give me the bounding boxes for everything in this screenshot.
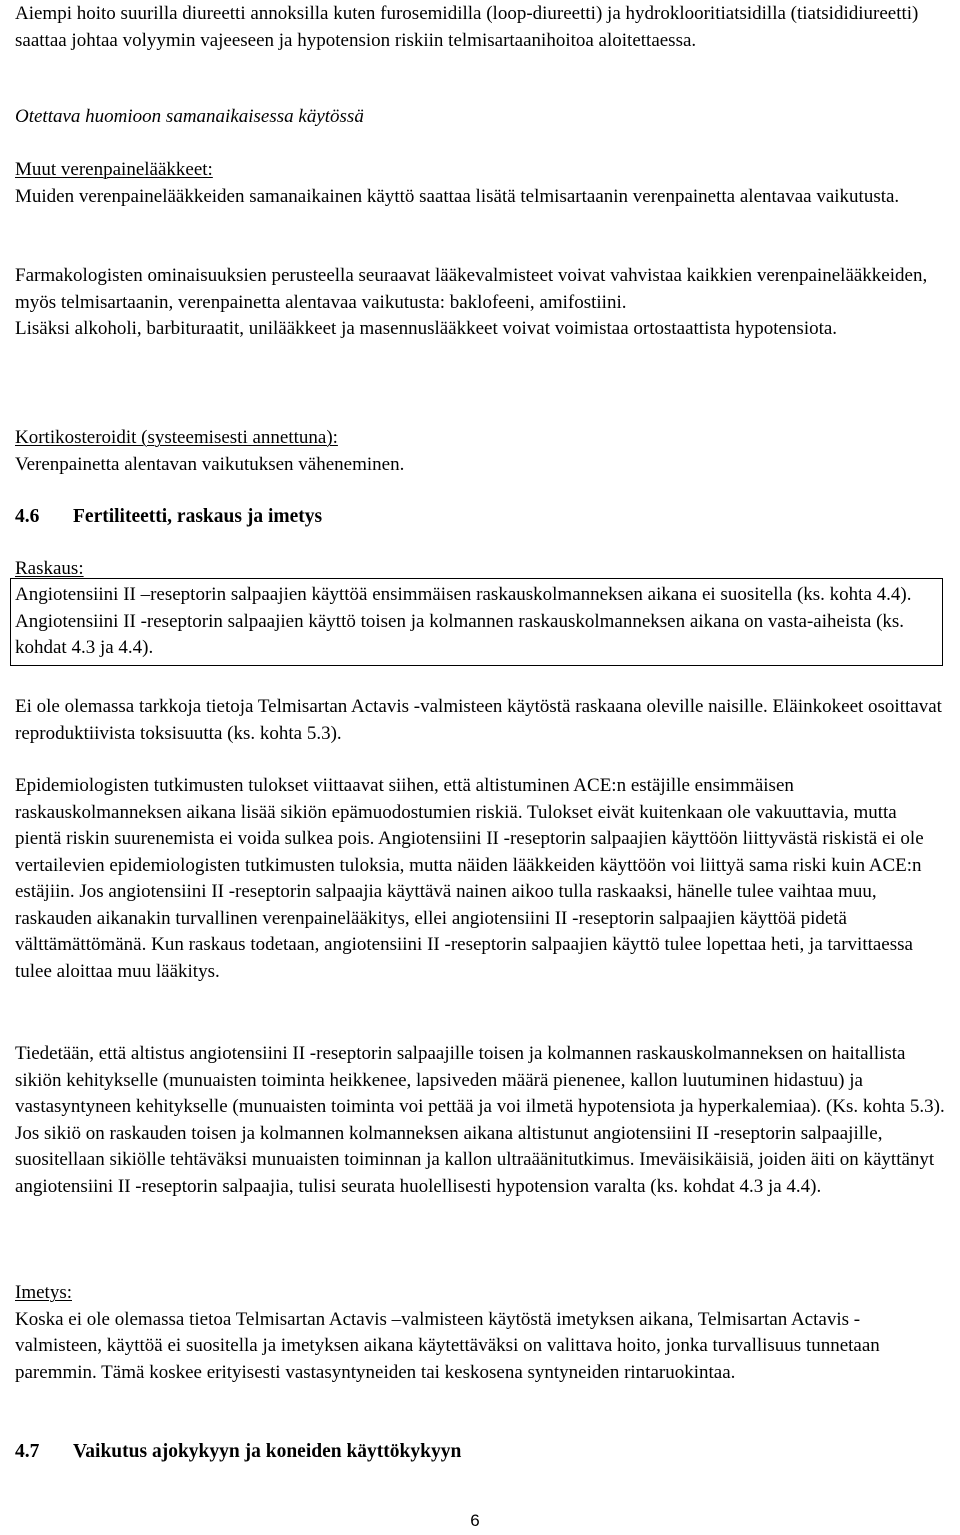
known-exposure-paragraph: Tiedetään, että altistus angiotensiini II -reseptorin salpaajille toisen ja kolmannen raskauskolmanneksen on haitallista sikiön kehitykselle (munuaisten toiminta heikkenee, lapsiveden määrä pienenee, kallon luutuminen hidastuu) ja vastasyntyneen kehitykselle (munuaisten toiminta voi pettää ja voi ilmetä hypotensiota ja hyperkalemiaa). (Ks. kohta 5.3). Jos sikiö on raskauden toisen ja kolmannen kolmanneksen aikana altistunut angiotensiini II -reseptorin salpaajille, suositellaan sikiölle tehtäväksi munuaisten toiminnan ja kallon ultraäänitutkimus. Imeväisikäisiä, joiden äiti on käyttänyt angiotensiini II -reseptorin salpaajia, tulisi seurata huolellisesti hypotension varalta (ks. kohdat 4.3 ja 4.4). — [15, 1043, 945, 1197]
caution-heading: Otettava huomioon samanaikaisessa käytössä — [15, 106, 364, 127]
additionally-paragraph: Lisäksi alkoholi, barbituraatit, unilääkkeet ja masennuslääkkeet voivat voimistaa ortostaattista hypotensiota. — [15, 318, 838, 339]
pharmacology-section — [15, 263, 945, 343]
intro-paragraph: Aiempi hoito suurilla diureetti annoksilla kuten furosemidilla (loop-diureetti) ja hydroklooritiatsidilla (tiatsididiureetti) saattaa johtaa volyymin vajeeseen ja hypotension riskiin telmisartaanihoitoa aloitettaessa. — [15, 3, 919, 51]
section-4-7-title: Vaikutus ajokykyyn ja koneiden käyttökykyyn — [73, 1441, 462, 1462]
section-4-6-heading — [15, 504, 945, 531]
section-4-7-heading — [15, 1439, 945, 1466]
corticosteroids-section — [15, 425, 945, 478]
known-exposure-section — [15, 1041, 945, 1200]
section-4-6-number: 4.6 — [15, 506, 40, 527]
section-4-6-title: Fertiliteetti, raskaus ja imetys — [73, 506, 323, 527]
pregnancy-no-data-section — [15, 694, 945, 747]
epidemiology-section — [15, 773, 945, 985]
pharmacology-paragraph: Farmakologisten ominaisuuksien perusteella seuraavat lääkevalmisteet voivat vahvistaa kaikkien verenpainelääkkeiden, myös telmisartaanin, verenpainetta alentavaa vaikutusta: baklofeeni, amifostiini. — [15, 265, 928, 313]
intro-section — [15, 1, 945, 54]
other-antihypertensives-label: Muut verenpainelääkkeet: — [15, 159, 213, 180]
pregnancy-boxed-text: Angiotensiini II –reseptorin salpaajien käyttöä ensimmäisen raskauskolmanneksen aikana ei suositella (ks. kohta 4.4). Angiotensiini II -reseptorin salpaajien käyttö toisen ja kolmannen raskauskolmanneksen aikana on vasta-aiheista (ks. kohdat 4.3 ja 4.4). — [15, 584, 912, 658]
section-4-7-number: 4.7 — [15, 1441, 40, 1462]
breastfeeding-text: Koska ei ole olemassa tietoa Telmisartan Actavis –valmisteen käytöstä imetyksen aikana, Telmisartan Actavis -valmisteen, käyttöä ei suositella ja imetyksen aikana käytettäväksi on valittava hoito, jonka turvallisuus tunnetaan paremmin. Tämä koskee erityisesti vastasyntyneiden tai keskosena syntyneiden rintaruokintaa. — [15, 1308, 880, 1383]
pregnancy-label: Raskaus: — [15, 558, 84, 579]
pregnancy-no-data-paragraph: Ei ole olemassa tarkkoja tietoja Telmisartan Actavis -valmisteen käytöstä raskaana oleville naisille. Eläinkokeet osoittavat reproduktiivista toksisuutta (ks. kohta 5.3). — [15, 696, 942, 744]
pregnancy-warning-box — [10, 578, 943, 666]
breastfeeding-section — [15, 1280, 945, 1386]
caution-heading-block — [15, 104, 945, 131]
other-antihypertensives-text: Muiden verenpainelääkkeiden samanaikainen käyttö saattaa lisätä telmisartaanin verenpainetta alentavaa vaikutusta. — [15, 185, 900, 207]
breastfeeding-label: Imetys: — [15, 1282, 72, 1303]
corticosteroids-label: Kortikosteroidit (systeemisesti annettuna): — [15, 427, 338, 448]
corticosteroids-text: Verenpainetta alentavan vaikutuksen väheneminen. — [15, 453, 405, 475]
epidemiology-paragraph: Epidemiologisten tutkimusten tulokset viittaavat siihen, että altistuminen ACE:n estäjille ensimmäisen raskauskolmanneksen aikana lisää sikiön epämuodostumien riskiä. Tulokset eivät kuitenkaan ole vakuuttavia, mutta pientä riskin suurenemista ei voida sulkea pois. Angiotensiini II -reseptorin salpaajien käyttöön liittyvästä riskistä ei ole vertailevien epidemiologisten tutkimusten tuloksia, mutta näiden lääkkeiden käyttöön voi liittyä sama riski kuin ACE:n estäjiin. Jos angiotensiini II -reseptorin salpaajia käyttävä nainen aikoo tulla raskaaksi, hänelle tulee vaihtaa muu, raskauden aikanakin turvallinen verenpainelääkitys, ellei angiotensiini II -reseptorin salpaajien käyttöä pidetä välttämättömänä. Kun raskaus todetaan, angiotensiini II -reseptorin salpaajien käyttö tulee lopettaa heti, ja tarvittaessa tulee aloittaa muu lääkitys. — [15, 775, 924, 982]
page-number: 6 — [470, 1511, 480, 1530]
other-antihypertensives-section — [15, 157, 945, 210]
